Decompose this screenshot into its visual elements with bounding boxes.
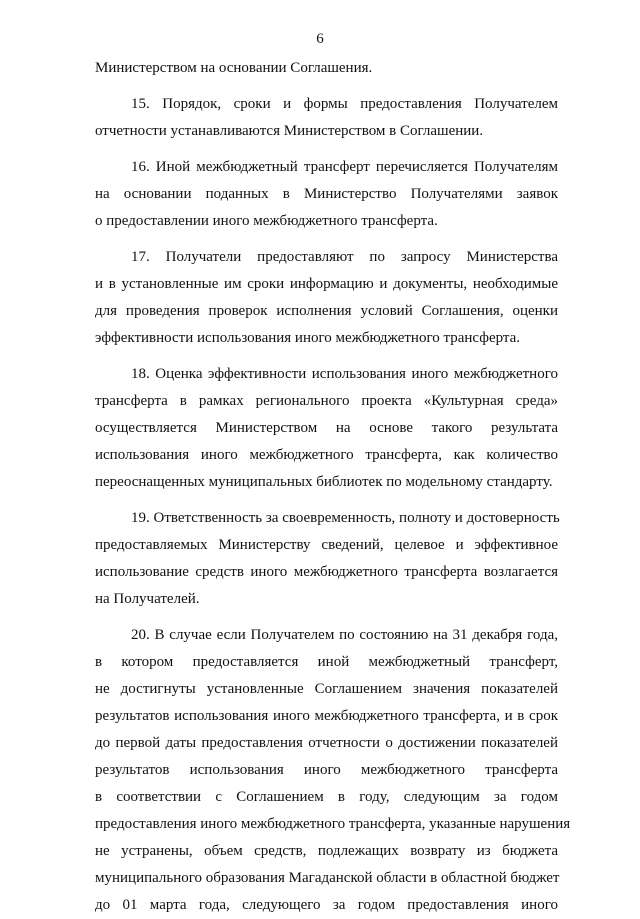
text-line: до 01 марта года, следующего за годом предоставления иного xyxy=(95,897,558,913)
text-line: использование средств иного межбюджетного трансферта возлагается xyxy=(95,564,558,580)
text-line: 19. Ответственность за своевременность, полноту и достоверность xyxy=(131,510,560,526)
text-line: 20. В случае если Получателем по состоянию на 31 декабря года, xyxy=(131,627,558,643)
text-line: муниципального образования Магаданской области в областной бюджет xyxy=(95,870,560,886)
document-body xyxy=(95,55,571,919)
text-line: не устранены, объем средств, подлежащих возврату из бюджета xyxy=(95,843,558,859)
text-line: осуществляется Министерством на основе такого результата xyxy=(95,420,558,436)
paragraph-19 xyxy=(95,505,558,613)
text-line: 15. Порядок, сроки и формы предоставления Получателем xyxy=(131,96,558,112)
paragraph-16 xyxy=(95,154,558,235)
paragraph-17 xyxy=(95,244,558,352)
text-line: для проведения проверок исполнения условий Соглашения, оценки xyxy=(95,303,558,319)
text-line: до первой даты предоставления отчетности о достижении показателей xyxy=(95,735,558,751)
text-line: на Получателей. xyxy=(95,591,200,607)
text-line: предоставляемых Министерству сведений, целевое и эффективное xyxy=(95,537,558,553)
text-line: в соответствии с Соглашением в году, следующим за годом xyxy=(95,789,558,805)
text-line: эффективности использования иного межбюджетного трансферта. xyxy=(95,330,521,346)
text-line: 18. Оценка эффективности использования иного межбюджетного xyxy=(131,366,558,382)
page-number: 6 xyxy=(316,31,324,47)
paragraph-18 xyxy=(95,361,558,496)
paragraph-20 xyxy=(95,622,571,919)
text-line: трансферта в рамках регионального проекта «Культурная среда» xyxy=(95,393,558,409)
text-line: о предоставлении иного межбюджетного трансферта. xyxy=(95,213,438,229)
paragraph-15 xyxy=(95,91,558,145)
text-line: и в установленные им сроки информацию и документы, необходимые xyxy=(95,276,558,292)
text-line: 17. Получатели предоставляют по запросу Министерства xyxy=(131,249,558,265)
text-line: 16. Иной межбюджетный трансферт перечисляется Получателям xyxy=(131,159,558,175)
text-line: использования иного межбюджетного трансферта, как количество xyxy=(95,447,558,463)
text-line: результатов использования иного межбюджетного трансферта xyxy=(95,762,558,778)
text-line: Министерством на основании Соглашения. xyxy=(95,60,373,76)
text-line: отчетности устанавливаются Министерством в Соглашении. xyxy=(95,123,484,139)
paragraph-continuation xyxy=(95,55,558,82)
text-line: в котором предоставляется иной межбюджетный трансферт, xyxy=(95,654,558,670)
text-line: переоснащенных муниципальных библиотек по модельному стандарту. xyxy=(95,474,553,490)
text-line: не достигнуты установленные Соглашением значения показателей xyxy=(95,681,558,697)
text-line: результатов использования иного межбюджетного трансферта, и в срок xyxy=(95,708,558,724)
text-line: предоставления иного межбюджетного трансферта, указанные нарушения xyxy=(95,816,571,832)
text-line: на основании поданных в Министерство Получателями заявок xyxy=(95,186,558,202)
